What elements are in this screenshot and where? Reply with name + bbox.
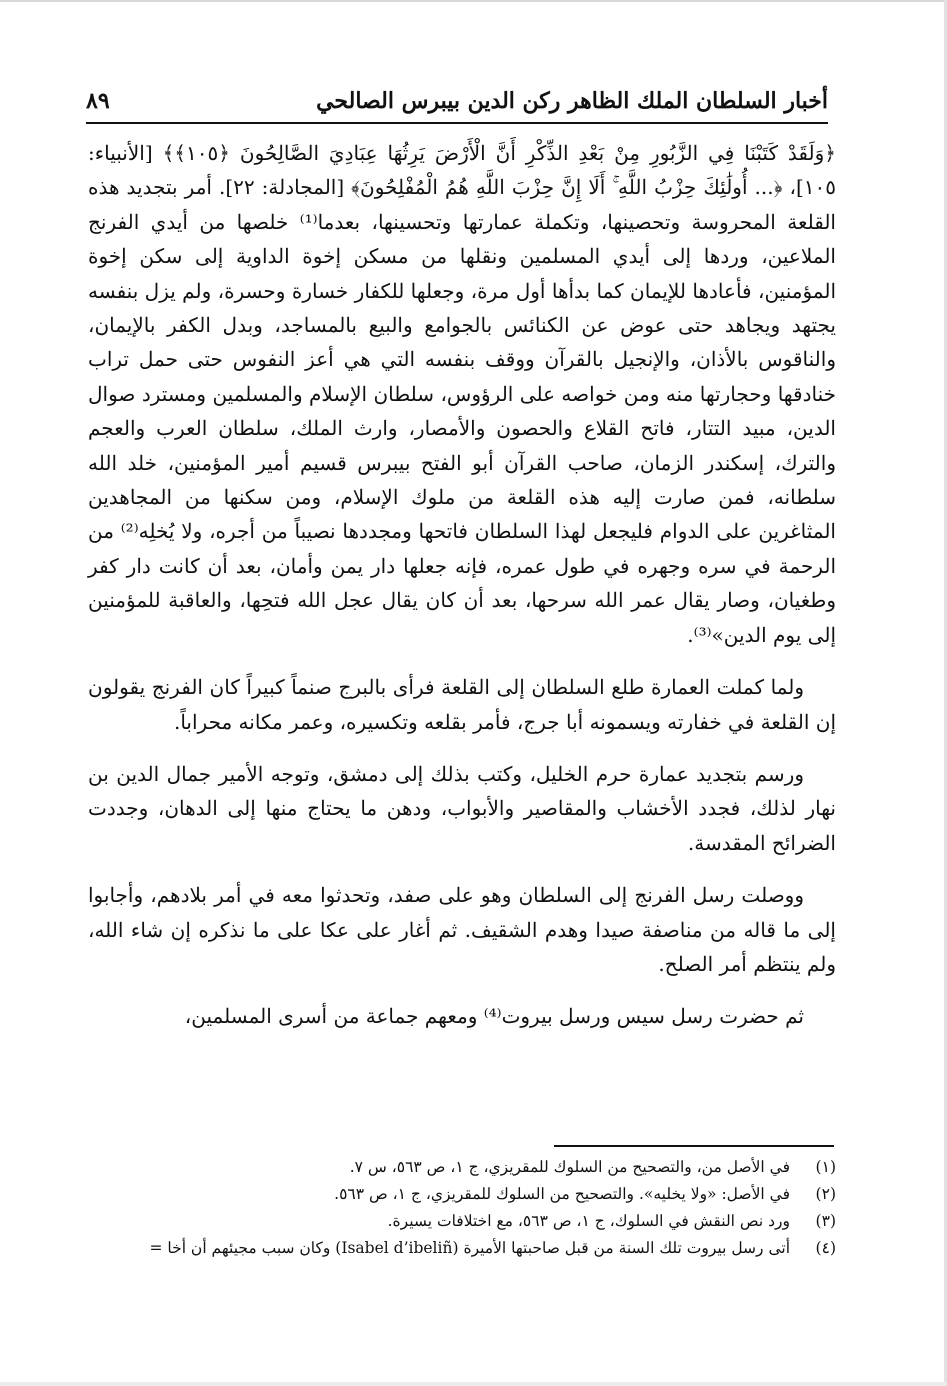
running-title: أخبار السلطان الملك الظاهر ركن الدين بيبرس الصالحي xyxy=(316,88,828,114)
paragraph-hebron: ورسم بتجديد عمارة حرم الخليل، وكتب بذلك إلى دمشق، وتوجه الأمير جمال الدين بن نهار لذلك، فجدد الأخشاب والمقاصير والأبواب، ودهن ما يحتاج منها إلى الدهان، وجددت الضرائح المقدسة. xyxy=(88,761,836,855)
footnote-text: ورد نص النقش في السلوك، ج ١، ص ٥٦٣، مع اختلافات يسيرة. xyxy=(387,1212,790,1230)
footnote-1 xyxy=(60,1154,836,1181)
footnote-3 xyxy=(60,1208,836,1235)
footnote-4 xyxy=(60,1235,836,1262)
footnote-number: (١) xyxy=(815,1158,836,1176)
scan-edge-top xyxy=(0,0,947,2)
footnote-text: في الأصل: «ولا يخليه». والتصحيح من السلوك للمقريزي، ج ١، ص ٥٦٣. xyxy=(334,1185,790,1203)
page-number: ٨٩ xyxy=(86,88,110,114)
footnote-divider xyxy=(554,1145,834,1147)
footnote-2 xyxy=(60,1181,836,1208)
scan-edge-bottom xyxy=(0,1382,947,1386)
paragraph-inscription: ﴿وَلَقَدْ كَتَبْنَا فِي الزَّبُورِ مِنْ بَعْدِ الذِّكْرِ أَنَّ الْأَرْضَ يَرِثُهَا عِبَادِيَ الصَّالِحُونَ ﴿١٠٥﴾﴾ [الأنبياء: ١٠٥]، ﴿... أُولَٰئِكَ حِزْبُ اللَّهِ ۚ أَلَا إِنَّ حِزْبَ اللَّهِ هُمُ الْمُفْلِحُونَ﴾ [المجادلة: ٢٢]. أمر بتجديد هذه القلعة المحروسة وتحصينها، وتكملة عمارتها وتحسينها، بعدما⁽¹⁾ خلصها من أيدي الفرنج الملاعين، وردها إلى أيدي المسلمين ونقلها من مسكن إخوة الداوية إلى سكن إخوة المؤمنين، فأعادها للإيمان كما بدأها أول مرة، وجعلها للكفار خسارة وحسرة، ولم يزل بنفسه يجتهد ويجاهد حتى عوض عن الكنائس بالجوامع والبيع بالمساجد، وبدل الكفر بالإيمان، والناقوس بالأذان، والإنجيل بالقرآن ووقف بنفسه التي هي أعز النفوس حتى حمل تراب خنادقها وحجارتها منه ومن خواصه على الرؤوس، سلطان الإسلام والمسلمين ومسترد صوال الدين، مبيد التتار، فاتح القلاع والحصون والأمصار، وارث الملك، سلطان العرب والعجم والترك، إسكندر الزمان، صاحب القرآن أبو الفتح بيبرس قسيم أمير المؤمنين، خلد الله سلطانه، فمن صارت إليه هذه القلعة من ملوك الإسلام، ومن سكنها من المجاهدين المثاغرين على الدوام فليجعل لهذا السلطان فاتحها ومجددها نصيباً من أجره، ولا يُخلِه⁽²⁾ من الرحمة في سره وجهره في طول عمره، فإنه جعلها دار يمن وأمان، بعد أن كانت دار كفر وطغيان، وصار يقال عمر الله سرحها، بعد أن كان يقال عجل الله فتحِها، والعاقبة للمؤمنين إلى يوم الدين»⁽³⁾. xyxy=(88,141,837,647)
footnote-number: (٤) xyxy=(815,1239,836,1257)
paragraph-sis-beirut: ثم حضرت رسل سيس ورسل بيروت⁽⁴⁾ ومعهم جماعة من أسرى المسلمين، xyxy=(184,1004,804,1029)
paragraph-frankish-envoys: ووصلت رسل الفرنج إلى السلطان وهو على صفد، وتحدثوا معه في أمر بلادهم، وأجابوا إلى ما قاله من مناصفة صيدا وهدم الشقيف. ثم أغار على عكا على ما نذكره إن شاء الله، ولم ينتظم أمر الصلح. xyxy=(88,883,836,976)
footnote-number: (٣) xyxy=(815,1212,836,1230)
page-body xyxy=(88,136,836,1034)
footnote-text: أتى رسل بيروت تلك السنة من قبل صاحبتها الأميرة (Isabel d’ibeliñ) وكان سبب مجيئهم أن أخا = xyxy=(149,1239,790,1257)
footnotes xyxy=(60,1154,836,1262)
footnote-text: في الأصل من، والتصحيح من السلوك للمقريزي، ج ١، ص ٥٦٣، س ٧. xyxy=(349,1158,790,1176)
paragraph-idol: ولما كملت العمارة طلع السلطان إلى القلعة فرأى بالبرج صنماً كبيراً كان الفرنج يقولون إن القلعة في خفارته ويسمونه أبا جرج، فأمر بقلعه وتكسيره، وعمر مكانه محراباً. xyxy=(88,675,836,734)
running-header xyxy=(86,88,828,124)
footnote-number: (٢) xyxy=(815,1185,836,1203)
